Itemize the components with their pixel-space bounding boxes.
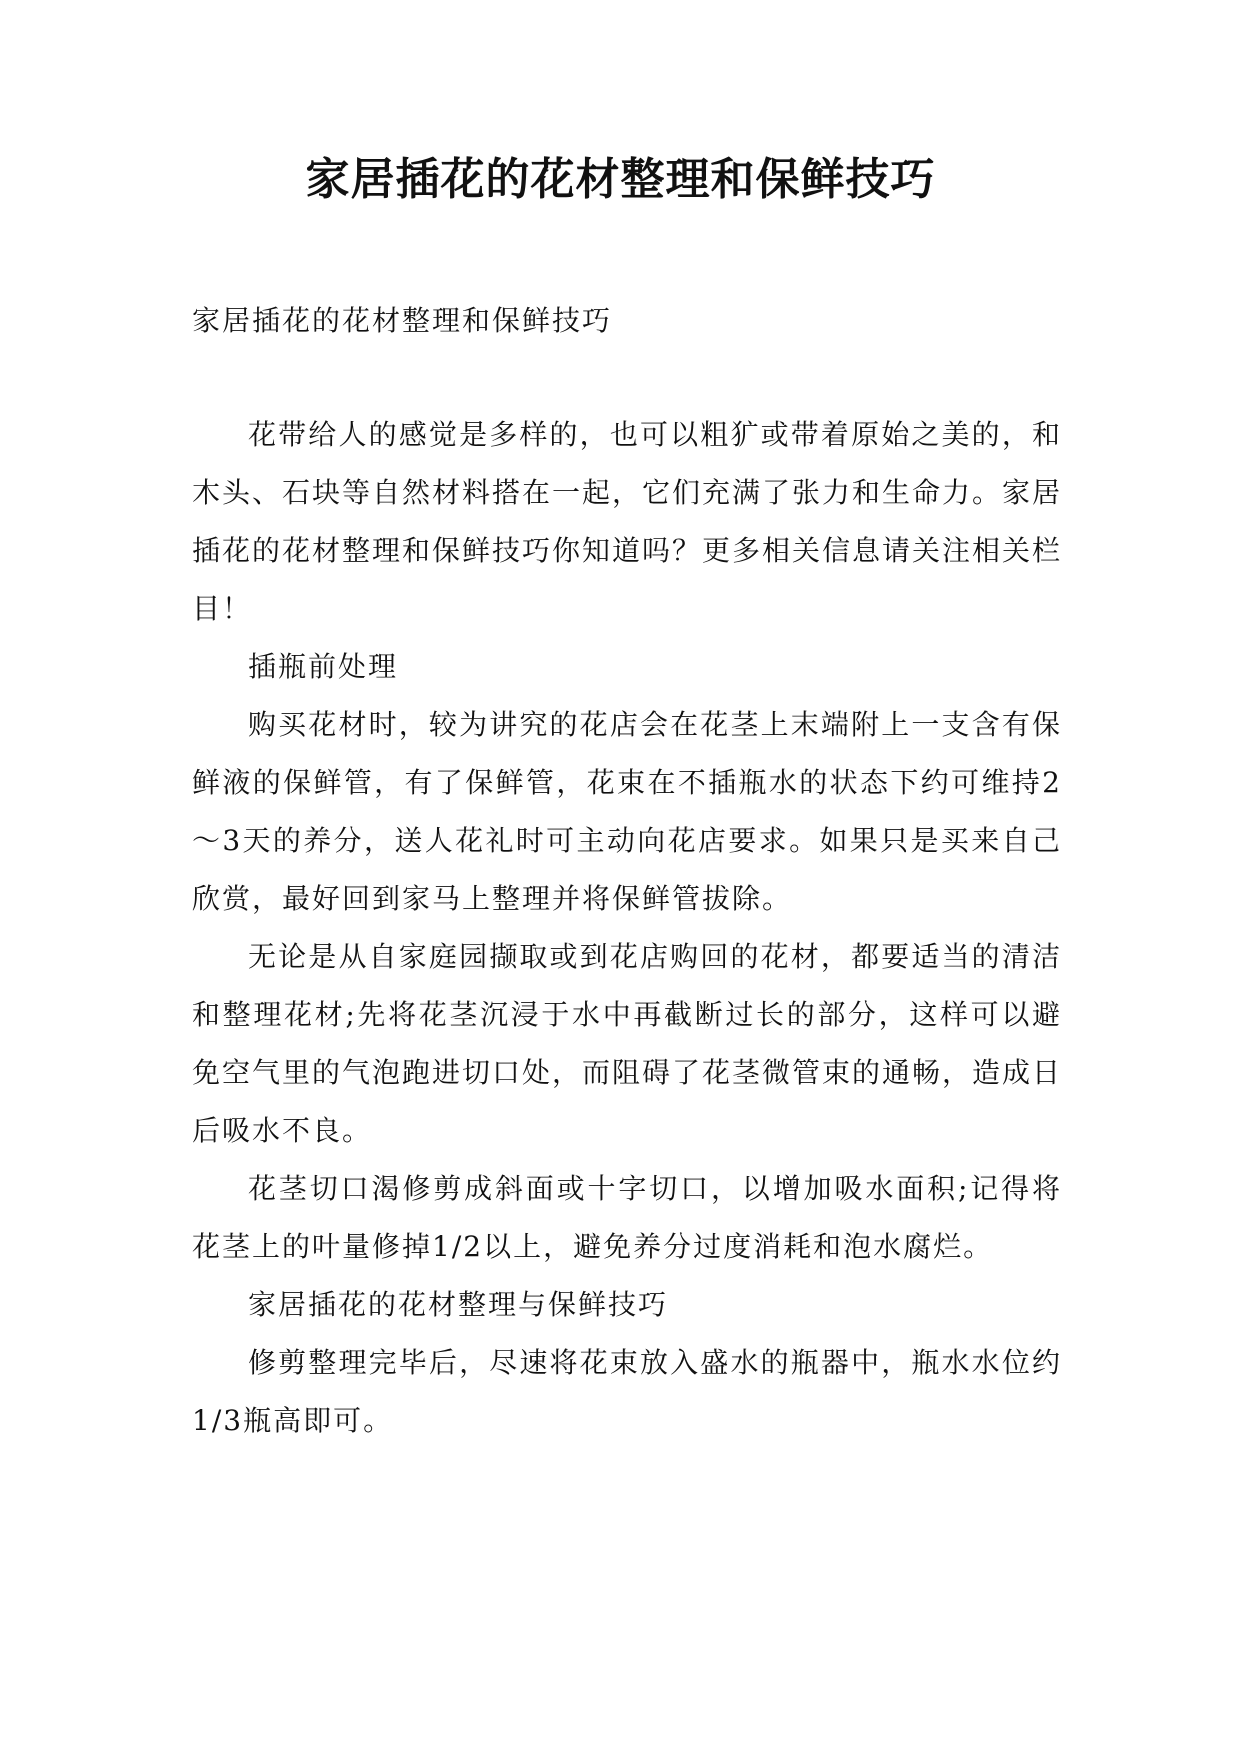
paragraph-stem-cutting: 花茎切口渴修剪成斜面或十字切口，以增加吸水面积;记得将花茎上的叶量修掉1/2以上，避免养分过度消耗和泡水腐烂。: [192, 1172, 1062, 1263]
paragraph-cleaning-flowers: 无论是从自家庭园撷取或到花店购回的花材，都要适当的清洁和整理花材;先将花茎沉浸于水中再截断过长的部分，这样可以避免空气里的气泡跑进切口处，而阻碍了花茎微管束的通畅，造成日后吸水不良。: [192, 940, 1063, 1147]
document-subtitle: 家居插花的花材整理和保鲜技巧: [192, 304, 613, 337]
paragraph-intro: 花带给人的感觉是多样的，也可以粗犷或带着原始之美的，和木头、石块等自然材料搭在一起，它们充满了张力和生命力。家居插花的花材整理和保鲜技巧你知道吗？更多相关信息请关注相关栏目！: [192, 418, 1063, 625]
paragraph-water-level: 修剪整理完毕后，尽速将花束放入盛水的瓶器中，瓶水水位约1/3瓶高即可。: [192, 1346, 1062, 1437]
document-body: [192, 292, 1062, 1450]
document-title: 家居插花的花材整理和保鲜技巧: [305, 154, 936, 205]
paragraph-buying-flowers: 购买花材时，较为讲究的花店会在花茎上末端附上一支含有保鲜液的保鲜管，有了保鲜管，花束在不插瓶水的状态下约可维持2～3天的养分，送人花礼时可主动向花店要求。如果只是买来自己欣赏，最好回到家马上整理并将保鲜管拔除。: [192, 708, 1062, 915]
section-heading-pre-vase-treatment: 插瓶前处理: [248, 650, 399, 683]
section-heading-care-tips: 家居插花的花材整理与保鲜技巧: [248, 1288, 669, 1321]
